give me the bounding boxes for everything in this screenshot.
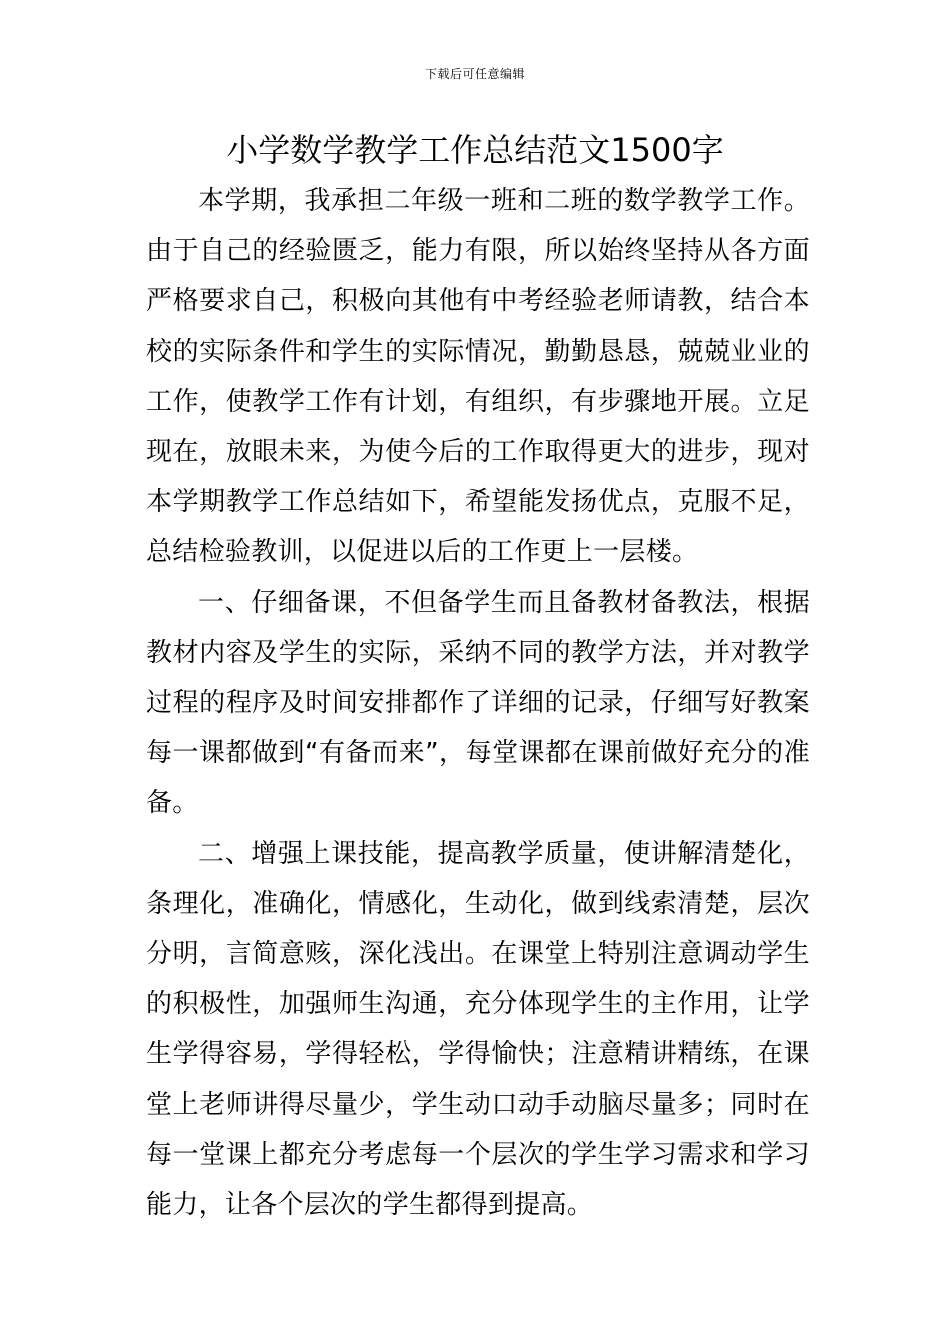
paragraph-section-2: 二、增强上课技能，提高教学质量，使讲解清楚化，条理化，准确化，情感化，生动化，做到线索清楚，层次分明，言简意赅，深化浅出。在课堂上特别注意调动学生的积极性，加强师生沟通，充分体现学生的主作用，让学生学得容易，学得轻松，学得愉快；注意精讲精练，在课堂上老师讲得尽量少，学生动口动手动脑尽量多；同时在每一堂课上都充分考虑每一个层次的学生学习需求和学习能力，让各个层次的学生都得到提高。 (146, 838, 810, 1221)
paragraph-section-1: 一、仔细备课，不但备学生而且备教材备教法，根据教材内容及学生的实际，采纳不同的教学方法，并对教学过程的程序及时间安排都作了详细的记录，仔细写好教案每一课都做到“有备而来”，每堂课都在课前做好充分的准备。 (146, 587, 810, 819)
header-note: 下载后可任意编辑 (424, 67, 525, 81)
document-title: 小学数学教学工作总结范文1500字 (226, 131, 724, 169)
paragraph-intro: 本学期，我承担二年级一班和二班的数学教学工作。由于自己的经验匮乏，能力有限，所以始终坚持从各方面严格要求自己，积极向其他有中考经验老师请教，结合本校的实际条件和学生的实际情况，勤勤恳恳，兢兢业业的工作，使教学工作有计划，有组织，有步骤地开展。立足现在，放眼未来，为使今后的工作取得更大的进步，现对本学期教学工作总结如下，希望能发扬优点，克服不足，总结检验教训，以促进以后的工作更上一层楼。 (146, 186, 810, 568)
document-body (146, 176, 810, 1230)
